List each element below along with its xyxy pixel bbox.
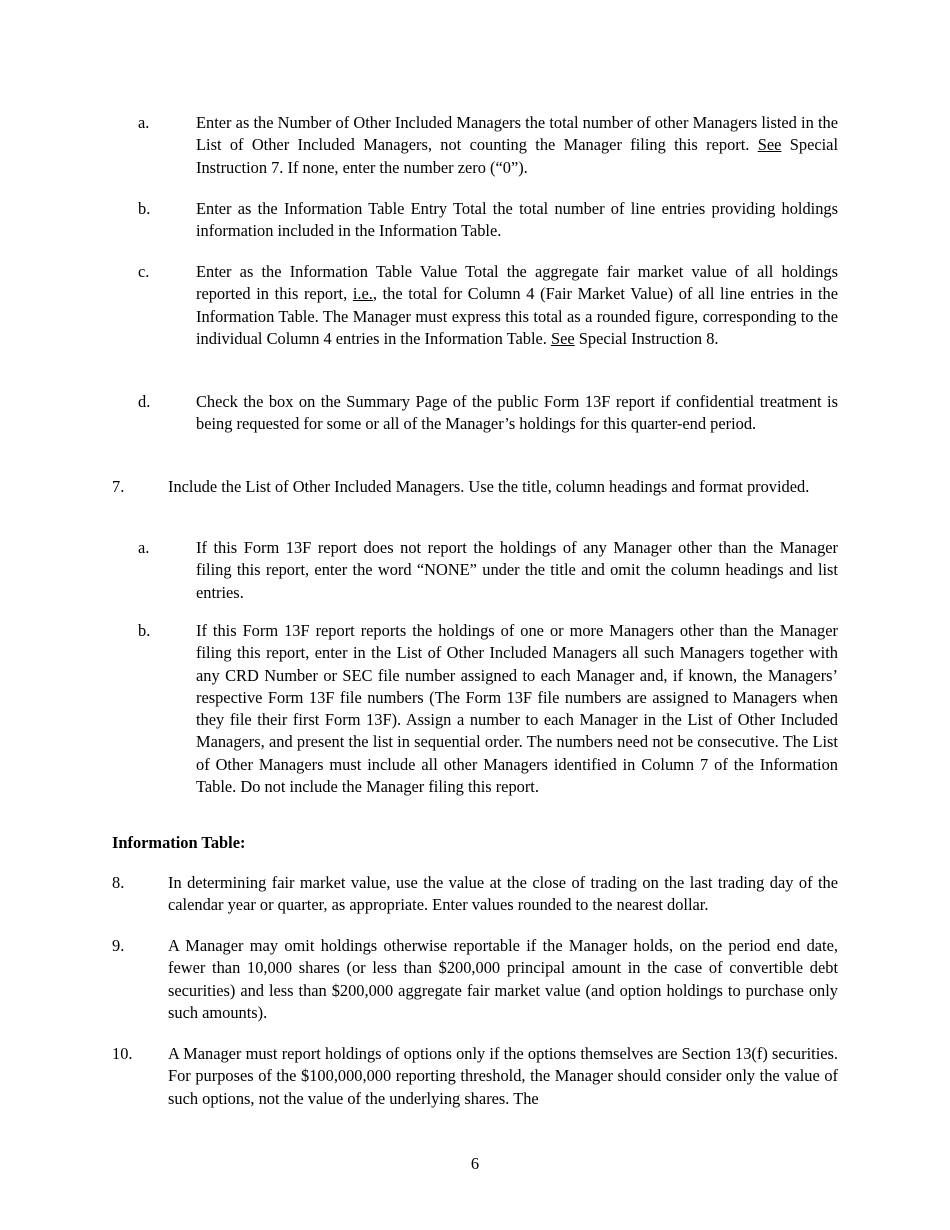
item-text: In determining fair market value, use the value at the close of trading on the last trading day of the calendar year or quarter, as appropriate. Enter values rounded to the nearest dollar. xyxy=(168,873,838,915)
page-number: 6 xyxy=(470,1154,480,1173)
item-text: Include the List of Other Included Managers. Use the title, column headings and format provided. xyxy=(168,477,810,496)
item-text: Enter as the Information Table Value Total the aggregate fair market value of all holdings reported in this report, i.e., the total for Column 4 (Fair Market Value) of all line entries in the Information Table. The Manager must express this total as a rounded figure, corresponding to the individual Column 4 entries in the Information Table. See Special Instruction 8. xyxy=(196,262,838,348)
section-heading: Information Table: xyxy=(112,833,246,852)
item-label: 8. xyxy=(112,873,125,892)
item-text: A Manager must report holdings of options only if the options themselves are Section 13(f) securities. For purposes of the $100,000,000 reporting threshold, the Manager should consider only the value of such options, not the value of the underlying shares. The xyxy=(168,1044,838,1108)
item-text: If this Form 13F report reports the holdings of one or more Managers other than the Manager filing this report, enter in the List of Other Included Managers all such Managers together with any CRD Number or SEC file number assigned to each Manager and, if known, the Managers’ respective Form 13F file numbers (The Form 13F file numbers are assigned to Managers when they file their first Form 13F). Assign a number to each Manager in the List of Other Included Managers, and present the list in sequential order. The numbers need not be consecutive. The List of Other Managers must include all other Managers identified in Column 7 of the Information Table. Do not include the Manager filing this report. xyxy=(196,621,838,797)
item-label: c. xyxy=(138,262,150,281)
see-reference: See xyxy=(757,135,782,155)
item-label: b. xyxy=(138,621,151,640)
item-text: Enter as the Information Table Entry Total the total number of line entries providing holdings information included in the Information Table. xyxy=(196,199,838,241)
item-label: d. xyxy=(138,392,151,411)
item-text: If this Form 13F report does not report the holdings of any Manager other than the Manager filing this report, enter the word “NONE” under the title and omit the column headings and list entries. xyxy=(196,538,838,602)
item-text: A Manager may omit holdings otherwise reportable if the Manager holds, on the period end date, fewer than 10,000 shares (or less than $200,000 principal amount in the case of convertible debt securities) and less than $200,000 aggregate fair market value (and option holdings to purchase only such amounts). xyxy=(168,936,838,1022)
ie-reference: i.e. xyxy=(352,284,373,304)
item-label: 7. xyxy=(112,477,125,496)
item-label: a. xyxy=(138,113,150,132)
item-label: 9. xyxy=(112,936,125,955)
item-text: Enter as the Number of Other Included Managers the total number of other Managers listed in the List of Other Included Managers, not counting the Manager filing this report. See Special Instruction 7. If none, enter the number zero (“0”). xyxy=(196,113,838,177)
see-reference: See xyxy=(550,328,575,348)
item-label: 10. xyxy=(112,1044,133,1063)
item-label: a. xyxy=(138,538,150,557)
item-text: Check the box on the Summary Page of the public Form 13F report if confidential treatment is being requested for some or all of the Manager’s holdings for this quarter-end period. xyxy=(196,392,838,434)
item-label: b. xyxy=(138,199,151,218)
